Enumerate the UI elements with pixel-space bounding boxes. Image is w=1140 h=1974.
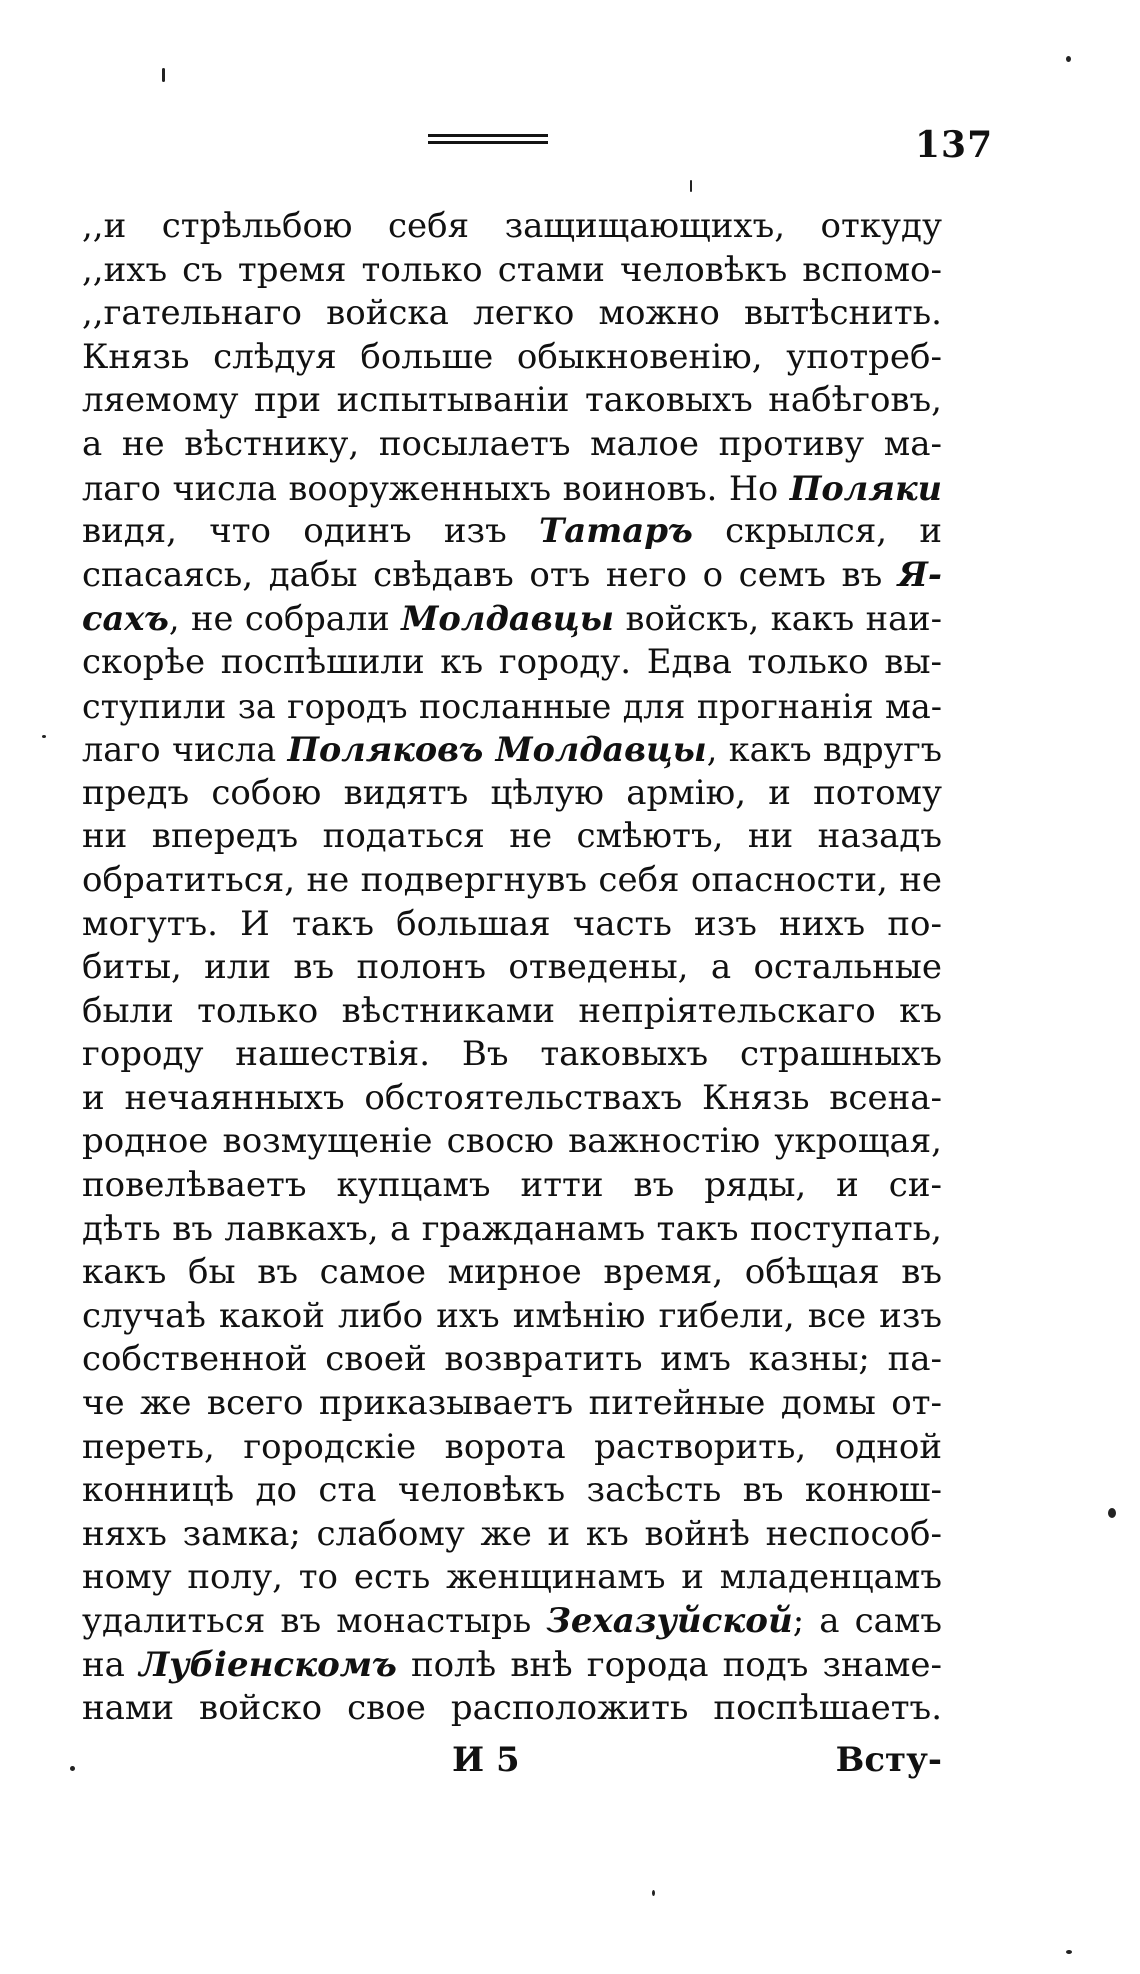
text-run: Князь слѣдуя больше обыкновенію, употреб- xyxy=(82,336,942,377)
print-speck xyxy=(1066,56,1071,62)
page-number: 137 xyxy=(915,124,994,166)
text-line xyxy=(82,1644,942,1688)
text-run: ляемому при испытываніи таковыхъ набѣговъ, xyxy=(82,380,942,421)
text-run: , какъ вдругъ xyxy=(706,730,942,770)
header-double-rule xyxy=(428,134,548,148)
text-run: какъ бы въ самое мирное время, обѣщая въ xyxy=(82,1252,942,1293)
text-line xyxy=(82,772,942,816)
text-line xyxy=(82,1164,942,1208)
text-run: няхъ замка; слабому же и къ войнѣ неспособ- xyxy=(82,1513,942,1554)
text-run: ; а самъ xyxy=(792,1601,942,1641)
body-text xyxy=(82,205,942,1731)
text-run: скорѣе поспѣшили къ городу. Едва только вы- xyxy=(82,641,942,682)
text-line xyxy=(82,249,942,293)
text-line xyxy=(82,859,942,903)
text-line xyxy=(82,1338,942,1382)
emphasized-name: Молдавцы xyxy=(401,598,615,639)
text-line xyxy=(82,903,942,947)
text-run: могутъ. И такъ большая часть изъ нихъ по- xyxy=(82,903,942,944)
text-line xyxy=(82,1556,942,1600)
text-run: войскъ, какъ наи- xyxy=(614,599,942,639)
text-run: видя, что одинъ изъ xyxy=(82,511,539,552)
text-run: дѣть въ лавкахъ, а гражданамъ такъ поступать, xyxy=(82,1208,942,1249)
emphasized-name: Поляки xyxy=(789,468,942,508)
text-line xyxy=(82,336,942,380)
print-speck xyxy=(690,180,692,192)
text-line xyxy=(82,510,942,554)
text-run: конницѣ до ста человѣкъ засѣсть въ конюш- xyxy=(82,1470,942,1511)
text-run: городу нашествія. Въ таковыхъ страшныхъ xyxy=(82,1034,942,1075)
text-line xyxy=(82,1382,942,1426)
emphasized-name: сахъ xyxy=(82,598,169,639)
text-run: спасаясь, дабы свѣдавъ отъ него о семъ въ xyxy=(82,554,898,595)
emphasized-name: Зехазуйской xyxy=(546,1601,793,1641)
text-line xyxy=(82,990,942,1034)
text-run: случаѣ какой либо ихъ имѣнію гибели, все изъ xyxy=(82,1295,942,1336)
text-line xyxy=(82,554,942,598)
emphasized-name: Я- xyxy=(897,554,942,595)
text-line xyxy=(82,597,942,641)
text-line xyxy=(82,946,942,990)
text-line xyxy=(82,1513,942,1557)
text-run: и нечаянныхъ обстоятельствахъ Князь всена- xyxy=(82,1077,942,1118)
text-run: были только вѣстниками непріятельскаго къ xyxy=(82,990,942,1031)
text-run: на xyxy=(82,1644,140,1685)
text-run: а не вѣстнику, посылаетъ малое противу ма- xyxy=(82,423,942,464)
text-run: че же всего приказываетъ питейные домы от- xyxy=(82,1383,942,1424)
text-line xyxy=(82,1208,942,1252)
text-run: родное возмущеніе свосю важностію укрощая, xyxy=(82,1121,942,1162)
text-run: ,,и стрѣльбою себя защищающихъ, откуду xyxy=(82,206,942,246)
text-line xyxy=(82,292,942,336)
text-line xyxy=(82,1687,942,1731)
text-run: переть, городскіе ворота растворить, одной xyxy=(82,1426,942,1467)
emphasized-name: Татаръ xyxy=(538,511,693,552)
text-line xyxy=(82,205,942,249)
text-run: полѣ внѣ города подъ знаме- xyxy=(396,1644,942,1685)
emphasized-name: Лубіенскомъ xyxy=(139,1644,397,1685)
print-speck xyxy=(652,1890,655,1896)
text-run: повелѣваетъ купцамъ итти въ ряды, и си- xyxy=(82,1165,942,1206)
text-line xyxy=(82,423,942,467)
catchword: Всту- xyxy=(835,1740,942,1780)
text-line xyxy=(82,1077,942,1121)
text-line xyxy=(82,1295,942,1339)
print-speck xyxy=(70,1766,75,1771)
text-run: обратиться, не подвергнувъ себя опасности, не xyxy=(82,859,942,900)
text-run: лаго числа вооруженныхъ воиновъ. Но xyxy=(82,468,790,508)
text-run: ,,ихъ съ тремя только стами человѣкъ вспомо- xyxy=(82,249,942,290)
text-run: , не собрали xyxy=(168,599,402,639)
printer-signature-mark: И 5 xyxy=(452,1740,520,1780)
text-line xyxy=(82,1033,942,1077)
text-run: ни впередъ податься не смѣютъ, ни назадъ xyxy=(82,816,942,857)
text-line xyxy=(82,641,942,685)
text-line xyxy=(82,467,942,511)
text-run: нами войско свое расположить поспѣшаетъ. xyxy=(82,1688,942,1729)
text-line xyxy=(82,1469,942,1513)
page-footer xyxy=(82,1740,942,1790)
emphasized-name: Поляковъ Молдавцы xyxy=(287,730,707,770)
text-run: ному полу, то есть женщинамъ и младенцамъ xyxy=(82,1557,942,1598)
text-line xyxy=(82,1120,942,1164)
text-run: скрылся, и xyxy=(692,511,942,552)
text-run: ,,гательнаго войска легко можно вытѣснить. xyxy=(82,293,942,334)
text-run: собственной своей возвратить имъ казны; па- xyxy=(82,1339,942,1380)
text-line xyxy=(82,1426,942,1470)
text-line xyxy=(82,685,942,729)
text-line xyxy=(82,1600,942,1644)
text-line xyxy=(82,1251,942,1295)
print-speck xyxy=(1108,1508,1116,1518)
print-speck xyxy=(42,735,46,738)
text-line xyxy=(82,815,942,859)
text-line xyxy=(82,728,942,772)
print-speck xyxy=(1066,1950,1072,1954)
text-line xyxy=(82,379,942,423)
text-run: предъ собою видятъ цѣлую армію, и потому xyxy=(82,772,942,813)
text-run: лаго числа xyxy=(82,730,288,770)
text-run: удалиться въ монастырь xyxy=(82,1601,547,1641)
print-speck xyxy=(162,68,165,82)
text-run: биты, или въ полонъ отведены, а остальные xyxy=(82,947,942,988)
text-run: ступили за городъ посланные для прогнанія ма- xyxy=(82,686,942,726)
